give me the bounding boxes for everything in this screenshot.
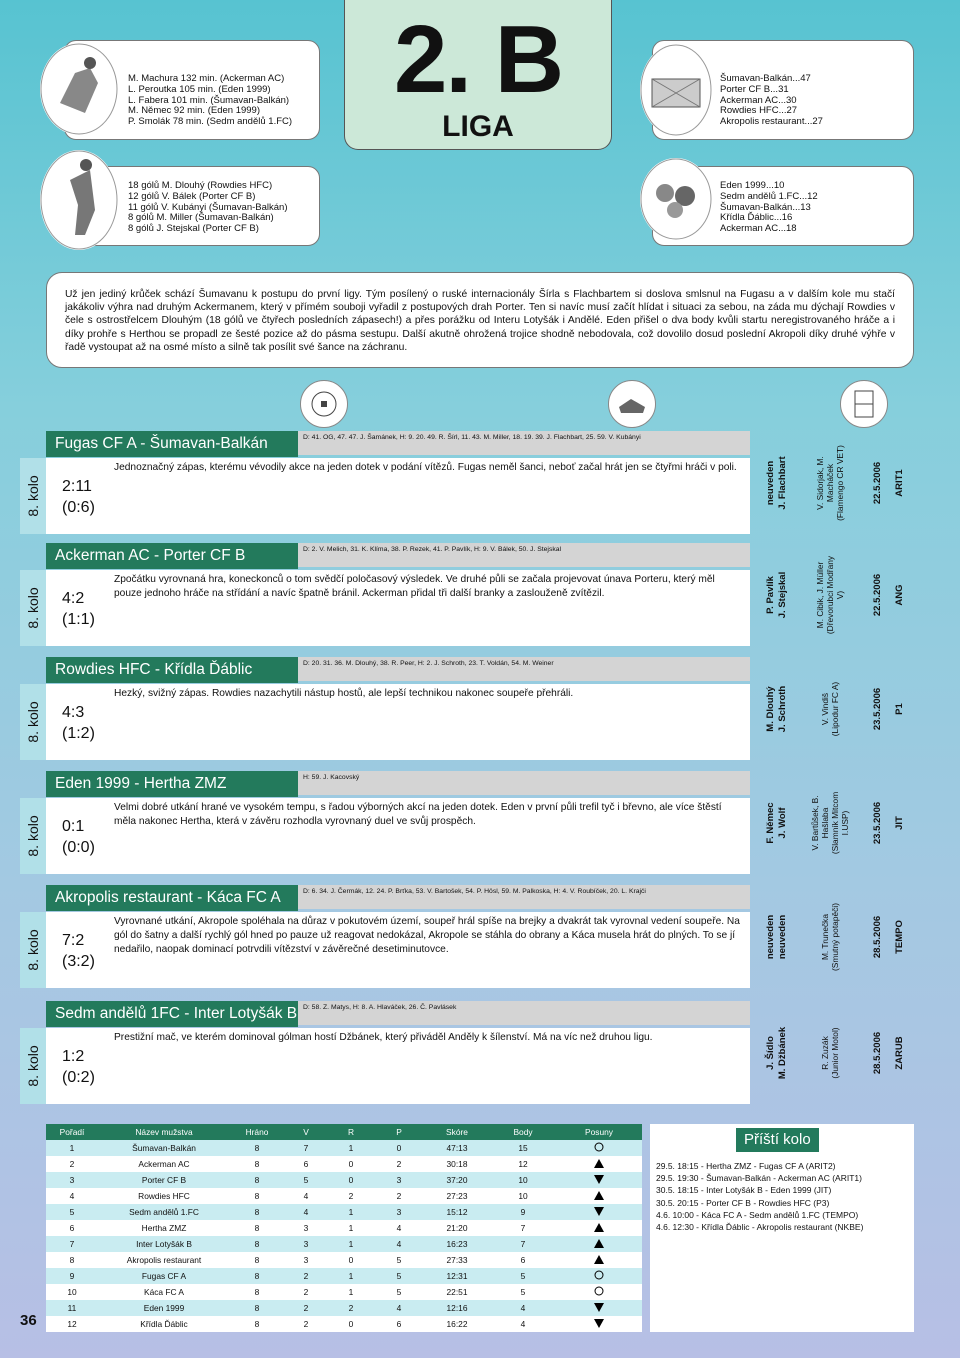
next-match-item: 30.5. 18:15 - Inter Lotyšák B - Eden 1999 (JIT) — [656, 1185, 832, 1196]
table-cell: 12:31 — [446, 1271, 468, 1281]
standings-table — [46, 1124, 642, 1332]
intro-text: Už jen jediný krůček schází Šumavanu k postupu do první ligy. Tým posílený o ruské internacionály Šírla s Flachbartem si doslova smlsnul na Fugasu a v dalším kole mu stačí jakákoliv výhra nad druhým Ackermanem, který v přímém souboji vyřadil z postupových drah Porter. Ten si navíc musí začít hlídat i situaci za sebou, na záda mu dýchají Rowdies v čele s ostrostřelcem Dlouhým (18 gólů ve čtyřech posledních zápasech!) a přes porážku od Interu Lotyšák i Andělé. Eden přišel o dva body kvůli startu neregistrovaného hráče a i díky prohře s Herthou se propadl ze šesté pozice až do pásma sestupu. Další akutně ohrožená trojice shodně nebodovala, což dovolilo dosud poslední Akropoli díky druhé výhře v řadě vystoupat až na osmé místo a silně tak posílit své šance na záchranu. — [65, 289, 895, 353]
table-cell: 0 — [396, 1143, 402, 1153]
referee: M. Trunečka (Smutný potapěči) — [820, 903, 840, 971]
table-cell: 8 — [254, 1223, 260, 1233]
match-report: Vyrovnané utkání, Akropole spoléhala na důraz v pokutovém území, soupeř hrál spíše na brejky a dvakrát tak vyrovnal vedení soupeře. Na gól do šatny a další rychlý gól hned po pauze už reagovat nedokázal, Akropole se stáhla do obrany a Káca musela hrát do plných. To se jí nedařilo, naopak dominací potrvdili vítězství v závěrečné desetiminutovce. — [114, 916, 740, 955]
circle-icon — [556, 1268, 642, 1284]
table-cell: 15:12 — [446, 1207, 468, 1217]
table-cell: 1 — [348, 1287, 354, 1297]
attack-list: Šumavan-Balkán...47 Porter CF B...31 Ackerman AC...30 Rowdies HFC...27 Akropolis restaurant...27 — [720, 73, 823, 128]
pitch-icon — [840, 380, 888, 428]
match-goals: D: 6. 34. J. Čermák, 12. 24. P. Brťka, 53. V. Bartošek, 54. P. Hösl, 59. M. Palkoska, H: 4. V. Roubíček, 20. L. Krajči — [298, 885, 750, 909]
table-cell: 0 — [348, 1255, 354, 1265]
table-cell: 8 — [254, 1303, 260, 1313]
next-match-item: 29.5. 19:30 - Šumavan-Balkán - Ackerman AC (ARIT1) — [656, 1173, 862, 1184]
table-cell: 16:23 — [446, 1239, 468, 1249]
scorers-list: 18 gólů M. Dlouhý (Rowdies HFC) 12 gólů V. Bálek (Porter CF B) 11 gólů V. Kubányi (Šumavan-Balkán) 8 gólů M. Miller (Šumavan-Balkán) 8 gólů J. Stejskal (Porter CF B) — [128, 180, 288, 235]
referee: V. Sidorjak, M. Macháček (Flamengo CR VET) — [815, 445, 845, 521]
table-row — [46, 1172, 642, 1188]
table-cell: Akropolis restaurant — [126, 1255, 202, 1265]
table-cell: 12 — [67, 1319, 77, 1329]
table-cell: 2 — [303, 1271, 309, 1281]
best-players: M. Dlouhý J. Schroth — [765, 685, 788, 733]
table-cell: 5 — [396, 1271, 402, 1281]
net-photo — [640, 44, 712, 136]
table-cell: 5 — [520, 1287, 526, 1297]
referee: R. Zuzák (Junior Motol) — [820, 1027, 840, 1079]
match-goals: D: 58. Z. Matys, H: 8. A. Hlaváček, 26. Č. Pavlásek — [298, 1001, 750, 1025]
shoe-icon — [608, 380, 656, 428]
table-cell: 2 — [396, 1191, 402, 1201]
table-cell: 0 — [348, 1175, 354, 1185]
table-cell: 4 — [303, 1207, 309, 1217]
table-cell: 27:23 — [446, 1191, 468, 1201]
table-cell: 4 — [69, 1191, 75, 1201]
referee: V. Vindiš (Lipodur FC A) — [820, 681, 840, 737]
arrow-up-icon — [556, 1252, 642, 1268]
table-cell: 2 — [303, 1319, 309, 1329]
table-cell: Fugas CF A — [141, 1271, 187, 1281]
col-header: V — [303, 1127, 309, 1137]
table-row — [46, 1156, 642, 1172]
round-label: 8. kolo — [20, 912, 46, 988]
best-players: neuveden J. Flachbart — [765, 456, 788, 510]
table-cell: Sedm andělů 1.FC — [129, 1207, 199, 1217]
table-cell: Eden 1999 — [143, 1303, 185, 1313]
table-cell: 37:20 — [446, 1175, 468, 1185]
table-cell: 3 — [69, 1175, 75, 1185]
match-score: 4:3 (1:2) — [62, 704, 95, 742]
table-cell: 4 — [303, 1191, 309, 1201]
table-cell: 2 — [348, 1303, 354, 1313]
table-cell: 12 — [518, 1159, 528, 1169]
league-title-big: 2. B — [393, 6, 563, 113]
table-cell: 9 — [69, 1271, 75, 1281]
table-cell: 8 — [254, 1175, 260, 1185]
arrow-down-icon — [556, 1172, 642, 1188]
table-cell: 7 — [69, 1239, 75, 1249]
table-cell: 8 — [254, 1239, 260, 1249]
table-cell: 8 — [254, 1143, 260, 1153]
table-cell: Ackerman AC — [138, 1159, 190, 1169]
table-cell: 2 — [396, 1159, 402, 1169]
player-photo — [40, 150, 118, 250]
match-goals: H: 59. J. Kacovský — [298, 771, 750, 795]
match-score: 7:2 (3:2) — [62, 932, 95, 970]
table-cell: 3 — [396, 1207, 402, 1217]
match-title: Rowdies HFC - Křídla Ďáblic — [46, 657, 298, 683]
arrow-down-icon — [556, 1300, 642, 1316]
best-players: F. Němec J. Wolf — [765, 802, 788, 844]
table-row — [46, 1252, 642, 1268]
crowd-photo — [640, 158, 712, 240]
match-date: 28.5.2006 — [872, 1031, 883, 1075]
table-cell: 2 — [69, 1159, 75, 1169]
round-label: 8. kolo — [20, 570, 46, 646]
match-date: 23.5.2006 — [872, 801, 883, 845]
col-header: Skóre — [446, 1127, 468, 1137]
col-header: Hráno — [245, 1127, 269, 1137]
col-header: Body — [513, 1127, 533, 1137]
arrow-up-icon — [556, 1188, 642, 1204]
table-cell: 5 — [396, 1287, 402, 1297]
round-label: 8. kolo — [20, 798, 46, 874]
match-field: JIT — [894, 816, 905, 830]
match-report: Jednoznačný zápas, kterému vévodily akce na jeden dotek v podání vítězů. Fugas neměl šanci, neboť začal hrát jen se čtyřmi hráči v poli. — [114, 462, 737, 473]
table-header-row — [46, 1124, 642, 1140]
table-cell: 5 — [520, 1271, 526, 1281]
table-row — [46, 1236, 642, 1252]
table-cell: 4 — [396, 1223, 402, 1233]
round-label: 8. kolo — [20, 1028, 46, 1104]
best-players: J. Šídlo M. Džbánek — [765, 1026, 788, 1080]
match-goals: D: 41. OG, 47. 47. J. Šamánek, H: 9. 20. 49. R. Šírl, 11. 43. M. Miller, 18. 19. 39. J. Flachbart, 25. 59. V. Kubányi — [298, 431, 750, 455]
match-report: Velmi dobré utkání hrané ve vysokém tempu, s řadou výborných akcí na jeden dotek. Eden v první půli trefil tyč i břevno, ale více štěstí měla nakonec Hertha, která v závěru rozhodla vyrovnaný duel ve svůj prospěch. — [114, 802, 722, 827]
table-cell: 1 — [348, 1143, 354, 1153]
table-cell: 10 — [518, 1191, 528, 1201]
match-score: 1:2 (0:2) — [62, 1048, 95, 1086]
table-cell: 8 — [254, 1271, 260, 1281]
match-field: P1 — [894, 703, 905, 715]
table-cell: 3 — [303, 1255, 309, 1265]
match-field: ANG — [894, 584, 905, 606]
table-cell: 2 — [348, 1191, 354, 1201]
table-cell: 8 — [69, 1255, 75, 1265]
table-cell: Hertha ZMZ — [141, 1223, 187, 1233]
table-cell: Inter Lotyšák B — [136, 1239, 192, 1249]
table-cell: 4 — [520, 1303, 526, 1313]
table-cell: 2 — [303, 1287, 309, 1297]
table-row — [46, 1300, 642, 1316]
match-title: Akropolis restaurant - Káca FC A — [46, 885, 298, 911]
table-cell: 5 — [303, 1175, 309, 1185]
table-cell: 7 — [303, 1143, 309, 1153]
table-row — [46, 1220, 642, 1236]
table-cell: 4 — [396, 1239, 402, 1249]
match-score: 0:1 (0:0) — [62, 818, 95, 856]
table-row — [46, 1284, 642, 1300]
round-label: 8. kolo — [20, 684, 46, 760]
table-cell: 9 — [520, 1207, 526, 1217]
league-title-small: LIGA — [442, 110, 514, 143]
col-header: Posuny — [585, 1127, 613, 1137]
table-cell: 1 — [348, 1271, 354, 1281]
ball-icon — [300, 380, 348, 428]
table-cell: 0 — [348, 1159, 354, 1169]
intro-card — [46, 272, 914, 368]
table-cell: 1 — [348, 1207, 354, 1217]
table-cell: Porter CF B — [141, 1175, 187, 1185]
defense-list: Eden 1999...10 Sedm andělů 1.FC...12 Šumavan-Balkán...13 Křídla Ďáblic...16 Ackerman AC...18 — [720, 180, 818, 235]
col-header: P — [396, 1127, 402, 1137]
keepers-list: M. Machura 132 min. (Ackerman AC) L. Peroutka 105 min. (Eden 1999) L. Fabera 101 min. (Šumavan-Balkán) M. Němec 92 min. (Eden 1999) P. Smolák 78 min. (Sedm andělů 1.FC) — [128, 73, 293, 128]
match-date: 22.5.2006 — [872, 461, 883, 505]
match-field: ARIT1 — [894, 469, 905, 497]
table-cell: 8 — [254, 1319, 260, 1329]
best-players: neuveden neuveden — [765, 914, 788, 960]
table-cell: 8 — [254, 1287, 260, 1297]
table-cell: 8 — [254, 1159, 260, 1169]
match-title: Eden 1999 - Hertha ZMZ — [46, 771, 298, 797]
table-cell: 7 — [520, 1223, 526, 1233]
table-cell: 15 — [518, 1143, 528, 1153]
arrow-up-icon — [556, 1156, 642, 1172]
next-match-item: 29.5. 18:15 - Hertha ZMZ - Fugas CF A (ARIT2) — [656, 1161, 836, 1171]
table-row — [46, 1204, 642, 1220]
table-cell: 3 — [396, 1175, 402, 1185]
table-cell: 16:22 — [446, 1319, 468, 1329]
table-cell: 10 — [67, 1287, 77, 1297]
table-cell: 8 — [254, 1207, 260, 1217]
best-players: P. Pavlík J. Stejskal — [765, 571, 788, 619]
next-match-item: 30.5. 20:15 - Porter CF B - Rowdies HFC (P3) — [656, 1197, 830, 1208]
table-cell: 27:33 — [446, 1255, 468, 1265]
table-cell: 1 — [348, 1223, 354, 1233]
table-row — [46, 1316, 642, 1332]
table-cell: 8 — [254, 1191, 260, 1201]
col-header: Název mužstva — [135, 1127, 193, 1137]
match-goals: D: 20. 31. 36. M. Dlouhý, 38. R. Peer, H: 2. J. Schroth, 23. T. Voldán, 54. M. Weiner — [298, 657, 750, 681]
match-report: Hezký, svižný zápas. Rowdies nazachytili nástup hostů, ale lepší technikou nakonec soupeře přehráli. — [114, 688, 574, 699]
match-date: 23.5.2006 — [872, 687, 883, 731]
col-header: Pořadí — [59, 1127, 85, 1137]
arrow-up-icon — [556, 1220, 642, 1236]
table-cell: 6 — [520, 1255, 526, 1265]
match-report: Prestižní mač, ve kterém dominoval gólman hostí Džbánek, který přiváděl Anděly k šílenství. Má na víc než druhou ligu. — [114, 1032, 653, 1043]
match-title: Sedm andělů 1FC - Inter Lotyšák B — [46, 1001, 298, 1027]
circle-icon — [556, 1284, 642, 1300]
arrow-up-icon — [556, 1236, 642, 1252]
referee: V. Bartůšek, B. Hašlaba (Slamník Mitcom I.USP) — [810, 791, 850, 855]
table-cell: 3 — [303, 1239, 309, 1249]
next-match-item: 4.6. 10:00 - Káca FC A - Sedm andělů 1.FC (TEMPO) — [656, 1209, 859, 1220]
table-cell: 5 — [396, 1255, 402, 1265]
next-round-list — [656, 1160, 863, 1233]
table-cell: 22:51 — [446, 1287, 468, 1297]
goalkeeper-photo — [40, 43, 118, 135]
match-score: 4:2 (1:1) — [62, 590, 95, 628]
match-field: TEMPO — [894, 920, 905, 954]
table-row — [46, 1188, 642, 1204]
table-cell: 8 — [254, 1255, 260, 1265]
table-cell: 5 — [69, 1207, 75, 1217]
table-cell: 10 — [518, 1175, 528, 1185]
table-cell: 1 — [348, 1239, 354, 1249]
table-cell: 4 — [520, 1319, 526, 1329]
table-cell: 2 — [303, 1303, 309, 1313]
table-row — [46, 1268, 642, 1284]
table-cell: Šumavan-Balkán — [132, 1143, 196, 1153]
table-cell: 1 — [69, 1143, 75, 1153]
table-cell: 30:18 — [446, 1159, 468, 1169]
table-cell: 47:13 — [446, 1143, 468, 1153]
col-header: R — [347, 1127, 355, 1137]
next-match-item: 4.6. 12:30 - Křídla Ďáblic - Akropolis restaurant (NKBE) — [656, 1222, 864, 1233]
circle-icon — [556, 1140, 642, 1156]
table-cell: 6 — [303, 1159, 309, 1169]
next-round-box — [650, 1124, 914, 1332]
match-title: Ackerman AC - Porter CF B — [46, 543, 298, 569]
match-title: Fugas CF A - Šumavan-Balkán — [46, 431, 298, 457]
table-cell: Káca FC A — [143, 1287, 185, 1297]
table-cell: 21:20 — [446, 1223, 468, 1233]
round-label: 8. kolo — [20, 458, 46, 534]
match-date: 28.5.2006 — [872, 915, 883, 959]
match-report: Zpočátku vyrovnaná hra, koneckonců o tom svědčí poločasový výsledek. Ve druhé půli se začala projevovat únava Porteru, který měl pouze jednoho hráče na střídání a navíc špatně bránil. Ackerman přidal tři další branky a zaslouženě zvítězil. — [114, 574, 715, 599]
table-cell: Křídla Ďáblic — [140, 1319, 188, 1329]
table-cell: 11 — [67, 1303, 77, 1313]
match-goals: D: 2. V. Melich, 31. K. Klíma, 38. P. Rezek, 41. P. Pavlík, H: 9. V. Bálek, 50. J. Stejskal — [298, 543, 750, 567]
arrow-down-icon — [556, 1204, 642, 1220]
table-row — [46, 1140, 642, 1156]
arrow-down-icon — [556, 1316, 642, 1332]
match-field: ZARUB — [894, 1036, 905, 1070]
referee: M. Cibik, J. Müller (Dřevorubci Modřany V) — [815, 555, 845, 635]
match-date: 22.5.2006 — [872, 573, 883, 617]
table-cell: 4 — [396, 1303, 402, 1313]
table-cell: 0 — [348, 1319, 354, 1329]
league-title-box — [344, 0, 612, 150]
table-cell: 12:16 — [446, 1303, 468, 1313]
table-cell: 7 — [520, 1239, 526, 1249]
table-cell: Rowdies HFC — [138, 1191, 190, 1201]
table-cell: 6 — [69, 1223, 75, 1233]
match-score: 2:11 (0:6) — [62, 478, 95, 516]
next-round-title: Příští kolo — [736, 1128, 819, 1152]
table-cell: 3 — [303, 1223, 309, 1233]
page-number: 36 — [20, 1312, 37, 1329]
table-cell: 6 — [396, 1319, 402, 1329]
